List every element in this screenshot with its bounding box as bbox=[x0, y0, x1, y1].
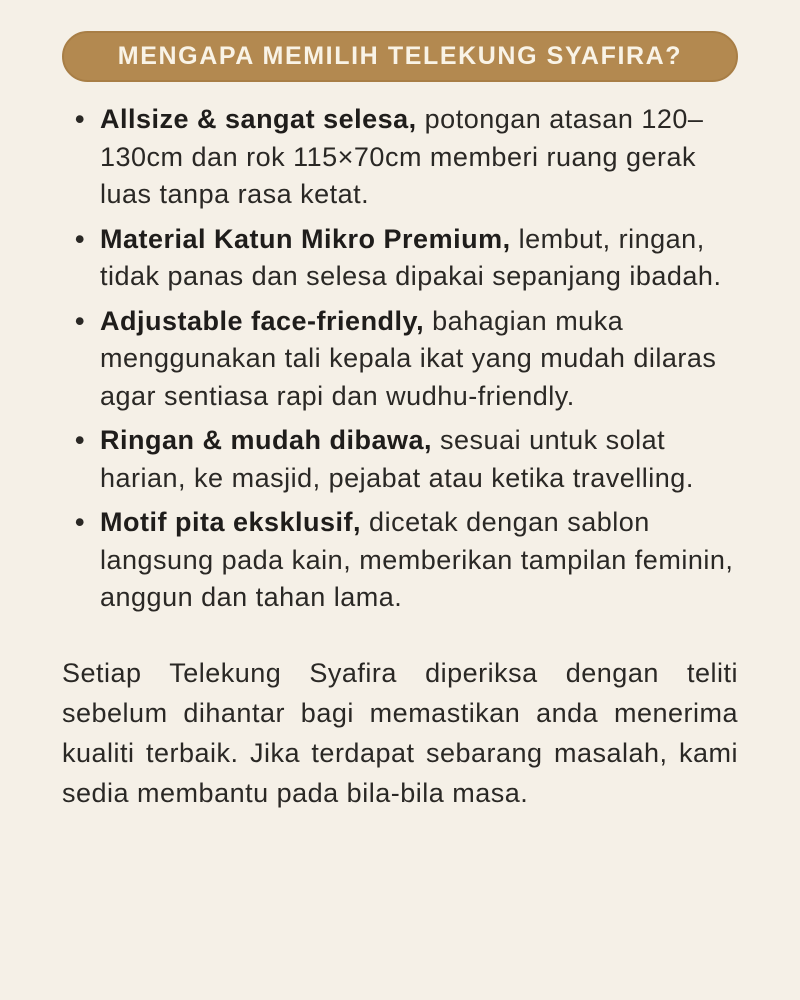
list-item bbox=[62, 101, 738, 214]
benefit-text bbox=[100, 504, 738, 617]
benefit-lead: Material Katun Mikro Premium, bbox=[100, 223, 511, 254]
bullet-icon: • bbox=[75, 104, 85, 134]
bullet-icon: • bbox=[75, 425, 85, 456]
bullet-icon: • bbox=[75, 223, 85, 254]
benefit-description: lembut, ringan, tidak panas dan selesa dipakai sepanjang ibadah. bbox=[100, 223, 722, 292]
benefit-lead: Allsize & sangat selesa, bbox=[100, 104, 417, 134]
benefits-list bbox=[62, 101, 738, 617]
section-title: MENGAPA MEMILIH TELEKUNG SYAFIRA? bbox=[117, 42, 683, 70]
benefit-text bbox=[100, 101, 738, 214]
list-item bbox=[62, 422, 738, 497]
bullet-icon: • bbox=[75, 305, 85, 336]
benefit-text bbox=[100, 221, 738, 296]
bullet-icon: • bbox=[75, 507, 85, 538]
benefit-description: sesuai untuk solat harian, ke masjid, pejabat atau ketika travelling. bbox=[100, 425, 694, 493]
benefit-lead: Ringan & mudah dibawa, bbox=[100, 425, 433, 456]
benefit-description: potongan atasan 120–130cm dan rok 115×70cm memberi ruang gerak luas tanpa rasa ketat. bbox=[100, 104, 704, 210]
list-item bbox=[62, 221, 738, 296]
benefit-text bbox=[100, 422, 738, 497]
benefit-description: dicetak dengan sablon langsung pada kain, memberikan tampilan feminin, anggun dan tahan lama. bbox=[100, 507, 734, 613]
benefit-lead: Adjustable face-friendly, bbox=[100, 305, 425, 336]
benefit-description: bahagian muka menggunakan tali kepala ikat yang mudah dilaras agar sentiasa rapi dan wudhu-friendly. bbox=[100, 305, 717, 411]
closing-paragraph: Setiap Telekung Syafira diperiksa dengan teliti sebelum dihantar bagi memastikan anda menerima kualiti terbaik. Jika terdapat sebarang masalah, kami sedia membantu pada bila-bila masa. bbox=[62, 657, 738, 808]
benefit-text bbox=[100, 303, 738, 416]
list-item bbox=[62, 504, 738, 617]
section-title-banner bbox=[62, 31, 738, 82]
list-item bbox=[62, 303, 738, 416]
benefit-lead: Motif pita eksklusif, bbox=[100, 507, 362, 538]
